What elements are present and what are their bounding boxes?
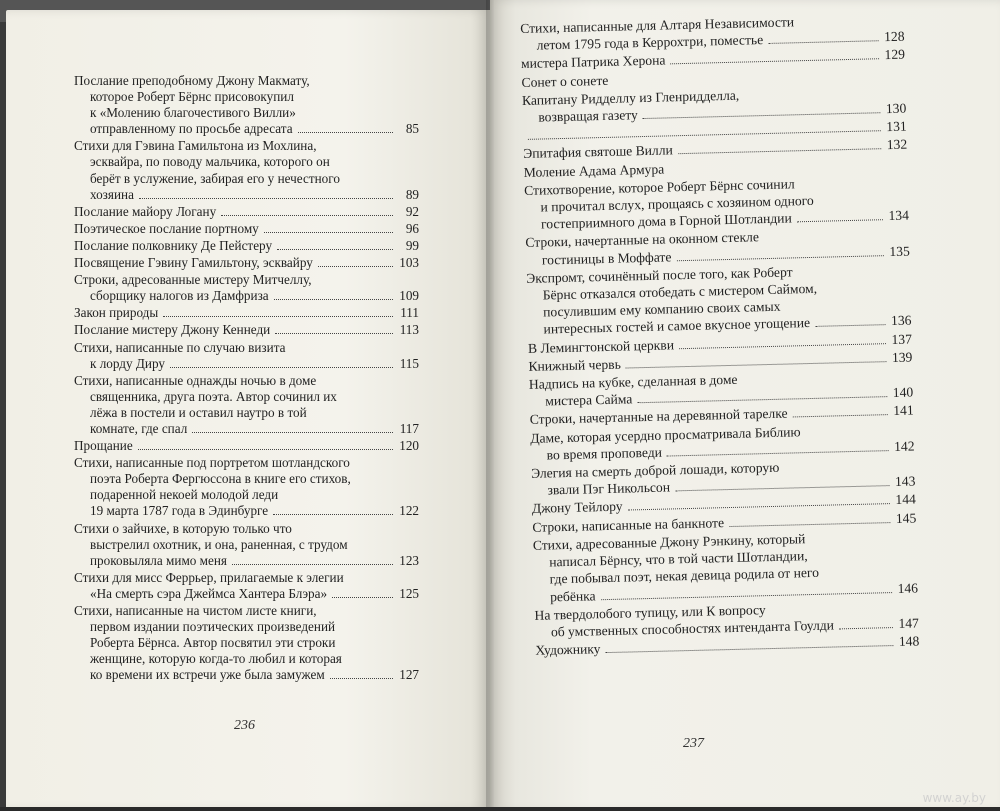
toc-page-number: 132 [886,137,908,153]
toc-entry-title: Строки, начертанные на деревянной тарелке [529,406,788,428]
toc-entry-line: где побывал поэт, некая девица родила от него [549,565,820,587]
left-page [6,10,490,810]
toc-entry-line: священника, друга поэта. Автор сочинил их [90,388,337,404]
toc-page-number: 137 [891,331,913,347]
toc-entry-line [74,121,419,137]
toc-entry [74,373,419,437]
toc-entry-line: первом издании поэтических произведений [90,619,336,635]
toc-entry [74,204,419,220]
toc-page-number: 147 [898,615,920,631]
book-gutter [486,0,494,811]
toc-entry-line: которое Роберт Бёрнс присовокупил [90,89,294,105]
toc-entry-line: Стихи, написанные под портретом шотландского [74,455,350,471]
page-number-right: 237 [683,736,704,751]
toc-entry-line: Послание преподобному Джону Макмату, [74,73,310,88]
toc-entry [74,138,419,202]
toc-entry-title: летом 1795 года в Керрохтри, поместье [536,32,764,53]
toc-entry-title: отправленному по просьбе адресата [90,121,293,137]
toc-entry-line: выстрелил охотник, и она, раненная, с трудом [90,536,348,552]
dot-leader [221,215,393,216]
toc-entry-title: «На смерть сэра Джеймса Хантера Блэра» [90,585,328,601]
toc-entry [74,305,419,321]
toc-page-number: 125 [399,585,419,601]
dot-leader [264,232,393,233]
dot-leader [670,59,879,65]
toc-entry-title: проковыляла мимо меня [90,552,227,568]
toc-entry-line: Стихотворение, которое Роберт Бёрнс сочинил [523,176,795,198]
toc-entry-line [74,288,419,304]
toc-entry [533,527,919,605]
toc-entry-line: Экспромт, сочинённый после того, как Роберт [526,264,793,286]
toc-page-number: 129 [884,47,906,63]
toc-page-number: 128 [883,28,905,45]
toc-page-number: 146 [897,579,919,596]
toc-entry-line: Стихи, написанные для Алтаря Независимости [520,14,795,36]
watermark: www.ay.by [922,791,986,805]
dot-leader [606,645,894,653]
dot-leader [273,514,393,515]
dot-leader [678,149,881,155]
toc-entry-line [74,255,419,271]
dot-leader [139,198,393,199]
toc-page-number: 99 [405,237,419,253]
dot-leader [637,396,887,403]
dot-leader [274,299,393,300]
toc-entry [74,521,419,569]
dot-leader [667,450,889,456]
toc-entry-line [74,356,419,372]
toc-entry-line: Даме, которая усердно просматривала Библию [530,423,801,446]
toc-entry-line: берёт в услужение, забирая его у нечестного [90,170,340,186]
toc-entry [74,221,419,237]
toc-entry-line [74,553,419,569]
toc-entry-line: Роберта Бёрнса. Автор посвятил эти строки [90,635,336,651]
toc-entry-line: Стихи, адресованные Джону Рэнкину, который [532,531,806,553]
dot-leader [793,415,888,418]
dot-leader [298,132,393,133]
toc-entry-title: 19 марта 1787 года в Эдинбурге [90,503,269,519]
toc-entry [74,340,419,372]
toc-entry-line [74,322,419,338]
toc-entry [74,322,419,338]
right-page [490,0,1000,811]
dot-leader [192,432,393,433]
toc-entry [74,570,419,602]
toc-entry [74,238,419,254]
toc-entry-line [74,204,419,220]
toc-entry-title: гостеприимного дома в Горной Шотландии [540,210,792,232]
toc-entry-title: Посвящение Гэвину Гамильтону, эсквайру [74,255,313,271]
toc-entry-title: Строки, написанные на банкноте [532,514,725,535]
toc-entry-line: поэта Роберта Фергюссона в книге его стихов, [90,471,351,487]
toc-entry-title: звали Пэг Никольсон [547,479,671,498]
toc-entry-line: Надпись на кубке, сделанная в доме [528,371,738,392]
dot-leader [643,112,880,119]
toc-entry-title: Поэтическое послание портному [74,220,259,236]
toc-entry-title: Моление Адама Армура [523,161,665,180]
toc-page-number: 113 [399,322,419,338]
dot-leader [318,266,393,267]
table-of-contents-right [520,11,920,661]
dot-leader [163,316,393,317]
toc-entry [74,73,419,137]
dot-leader [797,219,883,222]
toc-entry-title: Прощание [74,438,133,454]
toc-page-number: 89 [405,186,419,202]
toc-page-number: 143 [894,473,916,490]
toc-entry-title: ко времени их встречи уже была замужем [90,667,325,683]
toc-entry-line: Строки, начертанные на оконном стекле [525,229,760,251]
toc-entry-line: Стихи, написанные по случаю визита [74,339,286,355]
dot-leader [277,249,393,250]
toc-page-number: 115 [399,355,419,371]
toc-page-number: 136 [890,312,912,329]
toc-entry-title: ребёнка [549,587,596,604]
toc-entry-title: Послание мистеру Джону Кеннеди [74,322,271,338]
toc-entry-line: Элегия на смерть доброй лошади, которую [530,459,780,481]
dot-leader [138,449,393,450]
toc-entry-line [74,305,419,321]
dot-leader [815,325,885,328]
toc-entry-line [74,221,419,237]
toc-entry-line: написал Бёрнсу, что в той части Шотландии, [549,548,808,570]
dot-leader [768,40,878,44]
toc-entry-title: комнате, где спал [90,420,188,436]
dot-leader [839,627,893,629]
toc-entry-title: Послание полковнику Де Пейстеру [74,237,273,253]
toc-entry [74,272,419,304]
toc-entry-line [74,503,419,519]
toc-entry-line: Бёрнс отказался отобедать с мистером Саймом, [542,280,818,303]
toc-entry-title: Книжный червь [528,356,622,374]
toc-entry-line [74,238,419,254]
toc-page-number: 142 [893,438,915,454]
toc-entry-title: гостиницы в Моффате [541,249,672,268]
table-of-contents-left [74,73,419,684]
toc-page-number: 111 [400,305,419,321]
toc-entry-line [74,667,419,683]
toc-page-number: 85 [405,121,419,137]
dot-leader [676,255,883,261]
toc-entry-line: и прочитал вслух, прощаясь с хозяином одного [540,192,814,215]
toc-entry-title: мистера Патрика Херона [520,52,666,72]
toc-entry-title: об умственных способностях интенданта Гоулди [550,617,835,640]
toc-page-number: 123 [399,552,419,568]
toc-page-number: 131 [886,118,907,135]
toc-page-number: 127 [399,667,419,683]
toc-page-number: 135 [889,243,910,259]
toc-entry-line: лёжа в постели и оставил наутро в той [90,404,307,420]
toc-entry-line [74,586,419,602]
dot-leader [729,522,890,527]
toc-entry-title: к лорду Диру [90,355,165,371]
toc-entry-line: женщине, которую когда-то любил и которая [90,651,342,667]
toc-entry-title: хозяина [90,186,134,202]
toc-entry-title: Джону Тейлору [531,499,623,517]
toc-entry-title: сборщику налогов из Дамфриза [90,288,269,304]
toc-entry-line: Строки, адресованные мистеру Митчеллу, [74,272,312,288]
toc-entry-line: подаренной некоей молодой леди [90,487,279,503]
toc-entry-line: Стихи, написанные на чистом листе книги, [74,603,317,618]
dot-leader [675,485,889,491]
toc-page-number: 92 [405,203,419,219]
toc-entry-title: интересных гостей и самое вкусное угощение [543,315,811,337]
toc-entry-line: Стихи, написанные однажды ночью в доме [74,372,317,388]
dot-leader [275,333,393,334]
toc-page-number: 134 [888,207,910,224]
toc-page-number: 148 [898,633,920,650]
toc-entry [526,260,912,338]
toc-entry-line [74,421,419,437]
dot-leader [232,564,393,565]
toc-entry-title: во время проповеди [546,444,663,463]
toc-entry-title: Сонет о сонете [521,72,609,90]
page-number-left: 236 [234,718,255,733]
toc-page-number: 120 [399,438,419,454]
toc-page-number: 141 [893,402,914,419]
toc-entry-line [74,438,419,454]
toc-page-number: 140 [892,384,914,401]
toc-page-number: 145 [895,510,917,526]
toc-page-number: 122 [399,503,419,519]
toc-page-number: 103 [399,255,419,271]
toc-entry-line: к «Молению благочестивого Вилли» [90,105,296,121]
dot-leader [330,678,393,679]
dot-leader [170,367,393,368]
toc-page-number: 130 [885,100,907,117]
toc-entry [74,455,419,519]
toc-page-number: 109 [399,288,419,304]
toc-entry [74,255,419,271]
bottom-edge [0,807,1000,811]
toc-entry [74,603,419,683]
toc-entry-title: Послание майору Логану [74,203,217,219]
toc-page-number: 117 [399,420,419,436]
dot-leader [679,343,886,349]
dot-leader [332,597,393,598]
toc-entry-title: возвращая газету [538,107,639,125]
toc-entry-title: В Лемингтонской церкви [527,336,675,356]
toc-entry-title: Художнику [535,641,601,658]
toc-entry [524,172,909,233]
toc-page-number: 144 [895,491,917,508]
toc-entry-line: Стихи для Гэвина Гамильтона из Мохлина, [74,138,317,154]
toc-page-number: 139 [891,349,913,365]
toc-entry-line: На твердолобого тупицу, или К вопросу [534,601,766,623]
toc-entry [74,438,419,454]
toc-entry-line: посулившим ему компанию своих самых [542,298,781,320]
toc-entry-line: Стихи о зайчихе, в которую только что [74,520,292,536]
toc-entry-title: Закон природы [74,305,159,321]
toc-entry-line: Стихи для мисс Феррьер, прилагаемые к элегии [74,569,344,585]
toc-entry-title: Эпитафия святоше Вилли [523,142,673,162]
toc-page-number: 96 [405,220,419,236]
toc-entry-line: Капитану Ридделлу из Гленридделла, [521,87,740,108]
toc-entry-line: эсквайра, по поводу мальчика, которого он [90,154,330,170]
toc-entry-title: мистера Сайма [545,391,633,409]
toc-entry-line [74,187,419,203]
